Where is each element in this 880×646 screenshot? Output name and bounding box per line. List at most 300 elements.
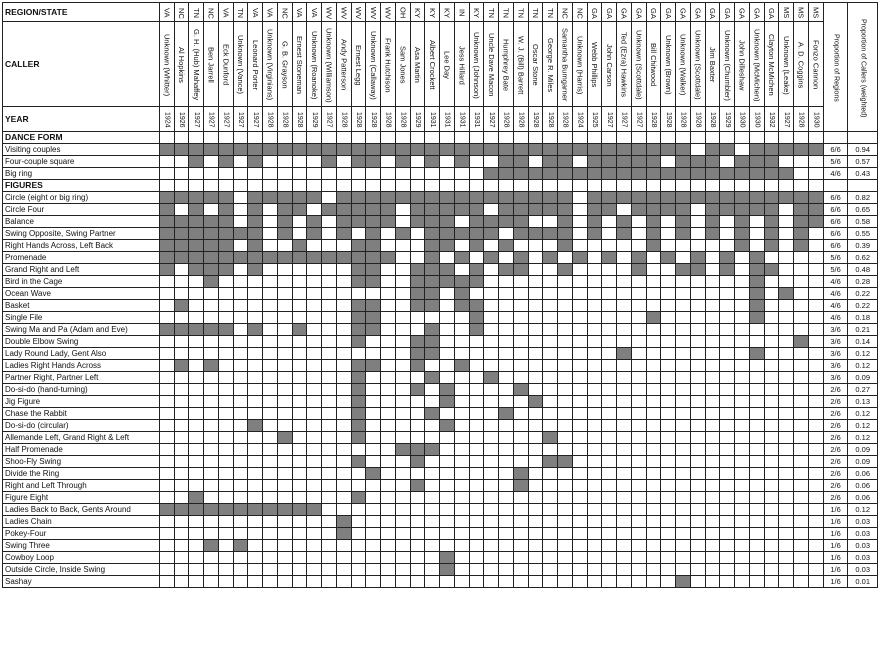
blank-cell — [823, 132, 848, 144]
empty-cell — [218, 516, 233, 528]
filled-cell — [558, 204, 573, 216]
empty-cell — [676, 432, 691, 444]
empty-cell — [351, 540, 366, 552]
region-cell — [513, 3, 528, 22]
empty-cell — [277, 312, 292, 324]
filled-cell — [218, 144, 233, 156]
empty-cell — [735, 348, 750, 360]
figure-row — [3, 144, 878, 156]
region-state-text: GA — [737, 7, 747, 19]
empty-cell — [440, 528, 455, 540]
empty-cell — [808, 372, 823, 384]
empty-cell — [277, 276, 292, 288]
empty-cell — [454, 216, 469, 228]
filled-cell — [410, 444, 425, 456]
empty-cell — [528, 360, 543, 372]
empty-cell — [808, 492, 823, 504]
empty-cell — [248, 288, 263, 300]
empty-cell — [513, 456, 528, 468]
figure-row — [3, 168, 878, 180]
filled-cell — [189, 204, 204, 216]
empty-cell — [513, 396, 528, 408]
empty-cell — [322, 552, 337, 564]
figure-label: Swing Three — [3, 540, 160, 552]
empty-cell — [292, 420, 307, 432]
empty-cell — [159, 540, 174, 552]
filled-cell — [425, 252, 440, 264]
empty-cell — [690, 492, 705, 504]
figure-row — [3, 192, 878, 204]
proportion-callers: 0.01 — [848, 576, 878, 588]
figure-label: Ocean Wave — [3, 288, 160, 300]
empty-cell — [661, 324, 676, 336]
year-cell — [587, 107, 602, 132]
empty-cell — [646, 300, 661, 312]
empty-cell — [307, 288, 322, 300]
empty-cell — [690, 444, 705, 456]
empty-cell — [646, 480, 661, 492]
caller-cell — [735, 22, 750, 107]
empty-cell — [381, 156, 396, 168]
empty-cell — [233, 240, 248, 252]
empty-cell — [720, 240, 735, 252]
filled-cell — [218, 252, 233, 264]
year-text: 1931 — [428, 112, 436, 128]
empty-cell — [676, 348, 691, 360]
empty-cell — [602, 528, 617, 540]
empty-cell — [336, 372, 351, 384]
filled-cell — [263, 192, 278, 204]
region-cell — [218, 3, 233, 22]
year-cell — [543, 107, 558, 132]
caller-name-text: Asa Martin — [413, 47, 423, 83]
empty-cell — [528, 444, 543, 456]
empty-cell — [469, 360, 484, 372]
region-cell — [602, 3, 617, 22]
figure-label: Outside Circle, Inside Swing — [3, 564, 160, 576]
empty-cell — [572, 492, 587, 504]
empty-cell — [469, 564, 484, 576]
region-cell — [469, 3, 484, 22]
empty-cell — [499, 324, 514, 336]
empty-cell — [395, 420, 410, 432]
year-text: 1928 — [369, 112, 377, 128]
filled-cell — [528, 192, 543, 204]
empty-cell — [322, 372, 337, 384]
empty-cell — [159, 312, 174, 324]
empty-cell — [794, 456, 809, 468]
empty-cell — [602, 504, 617, 516]
empty-cell — [661, 264, 676, 276]
filled-cell — [602, 144, 617, 156]
empty-cell — [646, 384, 661, 396]
empty-cell — [528, 156, 543, 168]
empty-cell — [720, 468, 735, 480]
empty-cell — [484, 156, 499, 168]
empty-cell — [484, 408, 499, 420]
empty-cell — [543, 552, 558, 564]
empty-cell — [617, 300, 632, 312]
filled-cell — [204, 252, 219, 264]
filled-cell — [263, 144, 278, 156]
empty-cell — [469, 420, 484, 432]
empty-cell — [307, 516, 322, 528]
blank-cell — [848, 132, 878, 144]
blank-cell — [676, 132, 691, 144]
figure-label: Bird in the Cage — [3, 276, 160, 288]
empty-cell — [528, 384, 543, 396]
filled-cell — [425, 156, 440, 168]
filled-cell — [794, 144, 809, 156]
empty-cell — [528, 516, 543, 528]
filled-cell — [543, 456, 558, 468]
filled-cell — [189, 240, 204, 252]
proportion-callers: 0.27 — [848, 384, 878, 396]
year-cell — [764, 107, 779, 132]
empty-cell — [469, 396, 484, 408]
caller-cell — [705, 22, 720, 107]
empty-cell — [587, 324, 602, 336]
filled-cell — [617, 216, 632, 228]
empty-cell — [572, 576, 587, 588]
caller-cell — [617, 22, 632, 107]
empty-cell — [440, 408, 455, 420]
filled-cell — [720, 192, 735, 204]
figure-label: Circle (eight or big ring) — [3, 192, 160, 204]
empty-cell — [749, 324, 764, 336]
empty-cell — [307, 204, 322, 216]
empty-cell — [528, 432, 543, 444]
blank-cell — [764, 132, 779, 144]
empty-cell — [735, 468, 750, 480]
empty-cell — [705, 576, 720, 588]
blank-cell — [440, 180, 455, 192]
filled-cell — [204, 240, 219, 252]
filled-cell — [705, 168, 720, 180]
empty-cell — [617, 252, 632, 264]
filled-cell — [676, 144, 691, 156]
filled-cell — [233, 504, 248, 516]
empty-cell — [248, 396, 263, 408]
empty-cell — [794, 504, 809, 516]
empty-cell — [233, 444, 248, 456]
caller-name-text: G. B. Grayson — [280, 41, 290, 89]
empty-cell — [366, 288, 381, 300]
region-state-text: GA — [767, 7, 777, 19]
empty-cell — [513, 444, 528, 456]
empty-cell — [513, 492, 528, 504]
year-text: 1927 — [605, 112, 613, 128]
empty-cell — [572, 516, 587, 528]
empty-cell — [572, 204, 587, 216]
filled-cell — [248, 192, 263, 204]
filled-cell — [218, 504, 233, 516]
blank-cell — [808, 180, 823, 192]
year-text: 1925 — [591, 112, 599, 128]
empty-cell — [233, 372, 248, 384]
filled-cell — [572, 252, 587, 264]
filled-cell — [543, 252, 558, 264]
empty-cell — [764, 396, 779, 408]
empty-cell — [808, 480, 823, 492]
empty-cell — [174, 540, 189, 552]
filled-cell — [558, 192, 573, 204]
empty-cell — [528, 372, 543, 384]
proportion-callers: 0.09 — [848, 372, 878, 384]
empty-cell — [366, 396, 381, 408]
empty-cell — [204, 576, 219, 588]
figure-label: Do-si-do (circular) — [3, 420, 160, 432]
filled-cell — [720, 168, 735, 180]
empty-cell — [690, 528, 705, 540]
empty-cell — [174, 420, 189, 432]
empty-cell — [395, 252, 410, 264]
region-state-text: NC — [177, 7, 187, 19]
empty-cell — [381, 312, 396, 324]
filled-cell — [676, 168, 691, 180]
filled-cell — [646, 240, 661, 252]
empty-cell — [277, 516, 292, 528]
empty-cell — [661, 288, 676, 300]
empty-cell — [425, 492, 440, 504]
figure-row — [3, 360, 878, 372]
empty-cell — [159, 528, 174, 540]
empty-cell — [454, 552, 469, 564]
year-text: 1928 — [296, 112, 304, 128]
filled-cell — [779, 288, 794, 300]
year-cell — [558, 107, 573, 132]
empty-cell — [336, 564, 351, 576]
empty-cell — [189, 420, 204, 432]
empty-cell — [572, 408, 587, 420]
region-cell — [646, 3, 661, 22]
empty-cell — [528, 240, 543, 252]
empty-cell — [159, 300, 174, 312]
caller-name-text: Unknown (Roanoke) — [309, 30, 319, 100]
empty-cell — [705, 252, 720, 264]
region-cell — [425, 3, 440, 22]
empty-cell — [808, 360, 823, 372]
blank-cell — [336, 132, 351, 144]
filled-cell — [735, 204, 750, 216]
region-cell — [454, 3, 469, 22]
empty-cell — [484, 516, 499, 528]
region-state-text: TN — [516, 8, 526, 18]
empty-cell — [646, 360, 661, 372]
filled-cell — [204, 264, 219, 276]
empty-cell — [366, 540, 381, 552]
filled-cell — [749, 168, 764, 180]
blank-cell — [351, 132, 366, 144]
year-text: 1928 — [546, 112, 554, 128]
empty-cell — [322, 288, 337, 300]
figure-row — [3, 432, 878, 444]
filled-cell — [749, 276, 764, 288]
figure-row — [3, 276, 878, 288]
filled-cell — [631, 192, 646, 204]
empty-cell — [617, 336, 632, 348]
blank-cell — [513, 180, 528, 192]
filled-cell — [395, 144, 410, 156]
empty-cell — [233, 156, 248, 168]
empty-cell — [528, 492, 543, 504]
filled-cell — [661, 168, 676, 180]
empty-cell — [204, 432, 219, 444]
filled-cell — [602, 204, 617, 216]
region-cell — [661, 3, 676, 22]
empty-cell — [572, 288, 587, 300]
filled-cell — [248, 264, 263, 276]
empty-cell — [720, 360, 735, 372]
empty-cell — [661, 312, 676, 324]
empty-cell — [513, 336, 528, 348]
empty-cell — [248, 300, 263, 312]
empty-cell — [617, 552, 632, 564]
empty-cell — [395, 468, 410, 480]
filled-cell — [764, 228, 779, 240]
empty-cell — [528, 468, 543, 480]
empty-cell — [454, 480, 469, 492]
empty-cell — [277, 348, 292, 360]
filled-cell — [469, 204, 484, 216]
empty-cell — [676, 288, 691, 300]
filled-cell — [587, 204, 602, 216]
empty-cell — [351, 468, 366, 480]
figure-row — [3, 300, 878, 312]
empty-cell — [631, 228, 646, 240]
filled-cell — [277, 204, 292, 216]
empty-cell — [558, 276, 573, 288]
empty-cell — [779, 204, 794, 216]
empty-cell — [307, 276, 322, 288]
empty-cell — [499, 540, 514, 552]
empty-cell — [543, 444, 558, 456]
empty-cell — [749, 360, 764, 372]
region-cell — [558, 3, 573, 22]
region-state-text: TN — [486, 8, 496, 18]
blank-cell — [808, 132, 823, 144]
empty-cell — [469, 528, 484, 540]
empty-cell — [749, 576, 764, 588]
figure-row — [3, 408, 878, 420]
empty-cell — [248, 408, 263, 420]
empty-cell — [381, 336, 396, 348]
empty-cell — [690, 480, 705, 492]
empty-cell — [794, 348, 809, 360]
figure-label: Do-si-do (hand-turning) — [3, 384, 160, 396]
year-text: 1928 — [281, 112, 289, 128]
blank-cell — [484, 132, 499, 144]
empty-cell — [366, 576, 381, 588]
year-text: 1930 — [738, 112, 746, 128]
filled-cell — [454, 156, 469, 168]
filled-cell — [735, 240, 750, 252]
empty-cell — [661, 372, 676, 384]
empty-cell — [661, 420, 676, 432]
empty-cell — [631, 576, 646, 588]
figure-label: Allemande Left, Grand Right & Left — [3, 432, 160, 444]
proportion-regions: 6/6 — [823, 144, 848, 156]
filled-cell — [499, 192, 514, 204]
empty-cell — [764, 504, 779, 516]
empty-cell — [543, 420, 558, 432]
blank-cell — [676, 180, 691, 192]
filled-cell — [705, 228, 720, 240]
empty-cell — [277, 492, 292, 504]
year-cell — [322, 107, 337, 132]
empty-cell — [174, 552, 189, 564]
empty-cell — [381, 240, 396, 252]
region-cell — [189, 3, 204, 22]
empty-cell — [558, 324, 573, 336]
figure-label: Jig Figure — [3, 396, 160, 408]
figure-row — [3, 564, 878, 576]
empty-cell — [307, 420, 322, 432]
empty-cell — [440, 540, 455, 552]
empty-cell — [587, 252, 602, 264]
region-row — [3, 3, 878, 22]
filled-cell — [410, 300, 425, 312]
empty-cell — [174, 408, 189, 420]
proportion-regions: 6/6 — [823, 216, 848, 228]
empty-cell — [764, 432, 779, 444]
filled-cell — [277, 432, 292, 444]
year-cell — [484, 107, 499, 132]
filled-cell — [808, 192, 823, 204]
empty-cell — [646, 432, 661, 444]
filled-cell — [410, 336, 425, 348]
empty-cell — [454, 540, 469, 552]
empty-cell — [764, 420, 779, 432]
filled-cell — [248, 204, 263, 216]
empty-cell — [513, 528, 528, 540]
empty-cell — [454, 420, 469, 432]
year-text: 1929 — [414, 112, 422, 128]
empty-cell — [307, 336, 322, 348]
empty-cell — [263, 324, 278, 336]
figure-label: Visiting couples — [3, 144, 160, 156]
filled-cell — [366, 192, 381, 204]
empty-cell — [263, 564, 278, 576]
region-cell — [395, 3, 410, 22]
empty-cell — [263, 528, 278, 540]
proportion-callers: 0.03 — [848, 528, 878, 540]
empty-cell — [602, 348, 617, 360]
empty-cell — [292, 540, 307, 552]
filled-cell — [381, 192, 396, 204]
blank-cell — [204, 132, 219, 144]
year-cell — [676, 107, 691, 132]
empty-cell — [307, 360, 322, 372]
blank-cell — [499, 180, 514, 192]
empty-cell — [159, 480, 174, 492]
filled-cell — [499, 240, 514, 252]
proportion-regions: 4/6 — [823, 276, 848, 288]
empty-cell — [558, 288, 573, 300]
filled-cell — [631, 252, 646, 264]
proportion-regions: 2/6 — [823, 420, 848, 432]
caller-cell — [499, 22, 514, 107]
empty-cell — [690, 348, 705, 360]
filled-cell — [395, 444, 410, 456]
blank-cell — [174, 132, 189, 144]
blank-cell — [322, 132, 337, 144]
empty-cell — [705, 312, 720, 324]
empty-cell — [410, 228, 425, 240]
empty-cell — [705, 384, 720, 396]
empty-cell — [528, 300, 543, 312]
empty-cell — [469, 504, 484, 516]
